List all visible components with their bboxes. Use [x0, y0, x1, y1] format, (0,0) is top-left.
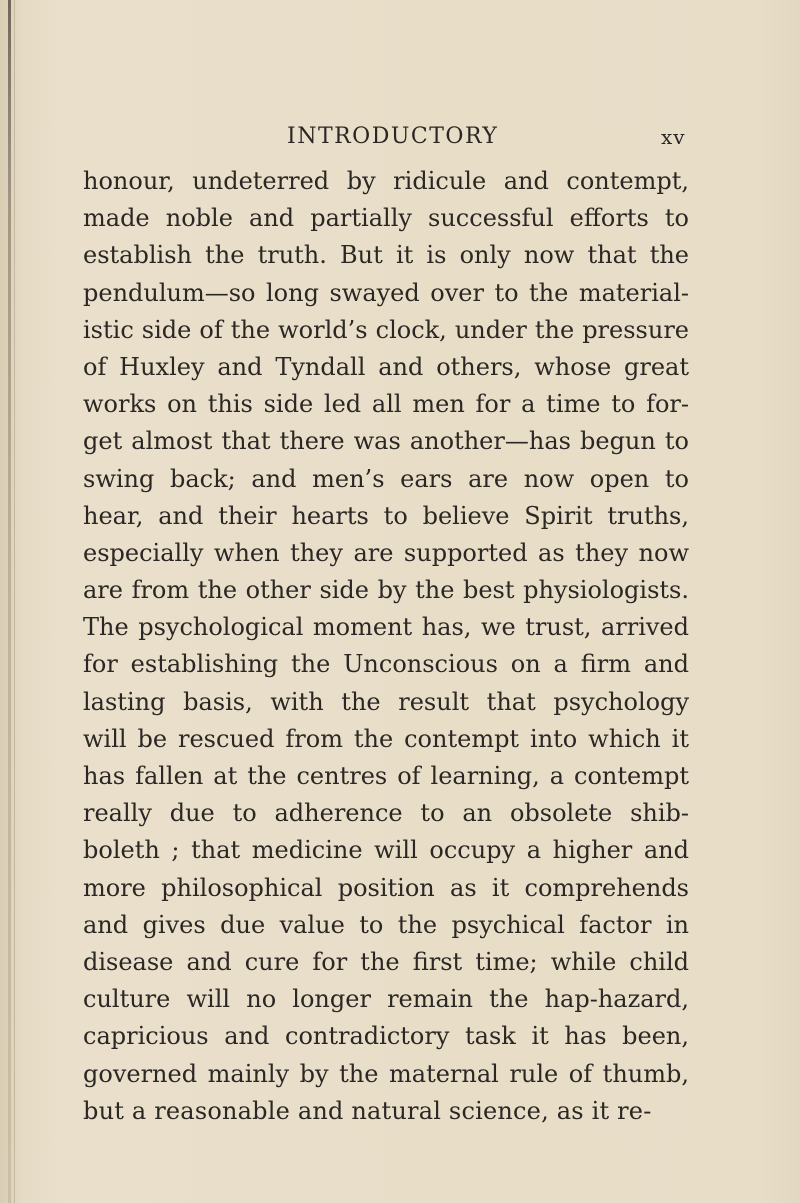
text-line: and gives due value to the psychical factor in — [83, 910, 689, 939]
text-line: establish the truth. But it is only now that the — [83, 241, 689, 270]
text-line: governed mainly by the maternal rule of thumb, — [83, 1059, 689, 1088]
text-line: made noble and partially successful efforts to — [83, 204, 689, 233]
running-title: INTRODUCTORY — [287, 124, 499, 149]
text-line: works on this side led all men for a time to for- — [83, 390, 689, 419]
text-line: boleth ; that medicine will occupy a higher and — [83, 836, 689, 865]
binding-gutter-shadow — [14, 0, 15, 1203]
text-line: disease and cure for the first time; while child — [83, 947, 689, 976]
text-line: more philosophical position as it comprehends — [83, 873, 689, 902]
text-line: istic side of the world’s clock, under the pressure — [83, 315, 689, 344]
binding-gutter — [8, 0, 11, 1203]
text-line: for establishing the Unconscious on a firm and — [83, 650, 689, 679]
text-line: of Huxley and Tyndall and others, whose great — [83, 352, 689, 381]
text-line: really due to adherence to an obsolete shib- — [83, 799, 689, 828]
text-line: culture will no longer remain the hap-hazard, — [83, 985, 689, 1014]
text-line: honour, undeterred by ridicule and contempt, — [83, 167, 689, 195]
body-text — [83, 163, 689, 1130]
text-line: especially when they are supported as they now — [83, 538, 689, 567]
text-line: will be rescued from the contempt into which it — [83, 724, 689, 753]
text-line: get almost that there was another—has begun to — [83, 427, 689, 456]
text-line: swing back; and men’s ears are now open to — [83, 464, 689, 493]
text-line: hear, and their hearts to believe Spirit truths, — [83, 501, 689, 530]
text-line: lasting basis, with the result that psychology — [83, 687, 689, 716]
text-line: but a reasonable and natural science, as it re- — [83, 1096, 652, 1125]
text-line: are from the other side by the best physiologists. — [83, 576, 689, 605]
text-line: pendulum—so long swayed over to the material- — [83, 278, 689, 307]
page-number: xv — [661, 125, 686, 149]
running-head — [0, 123, 800, 163]
text-line: The psychological moment has, we trust, arrived — [83, 613, 689, 642]
text-line: capricious and contradictory task it has been, — [83, 1022, 689, 1051]
text-line: has fallen at the centres of learning, a contempt — [83, 762, 689, 790]
